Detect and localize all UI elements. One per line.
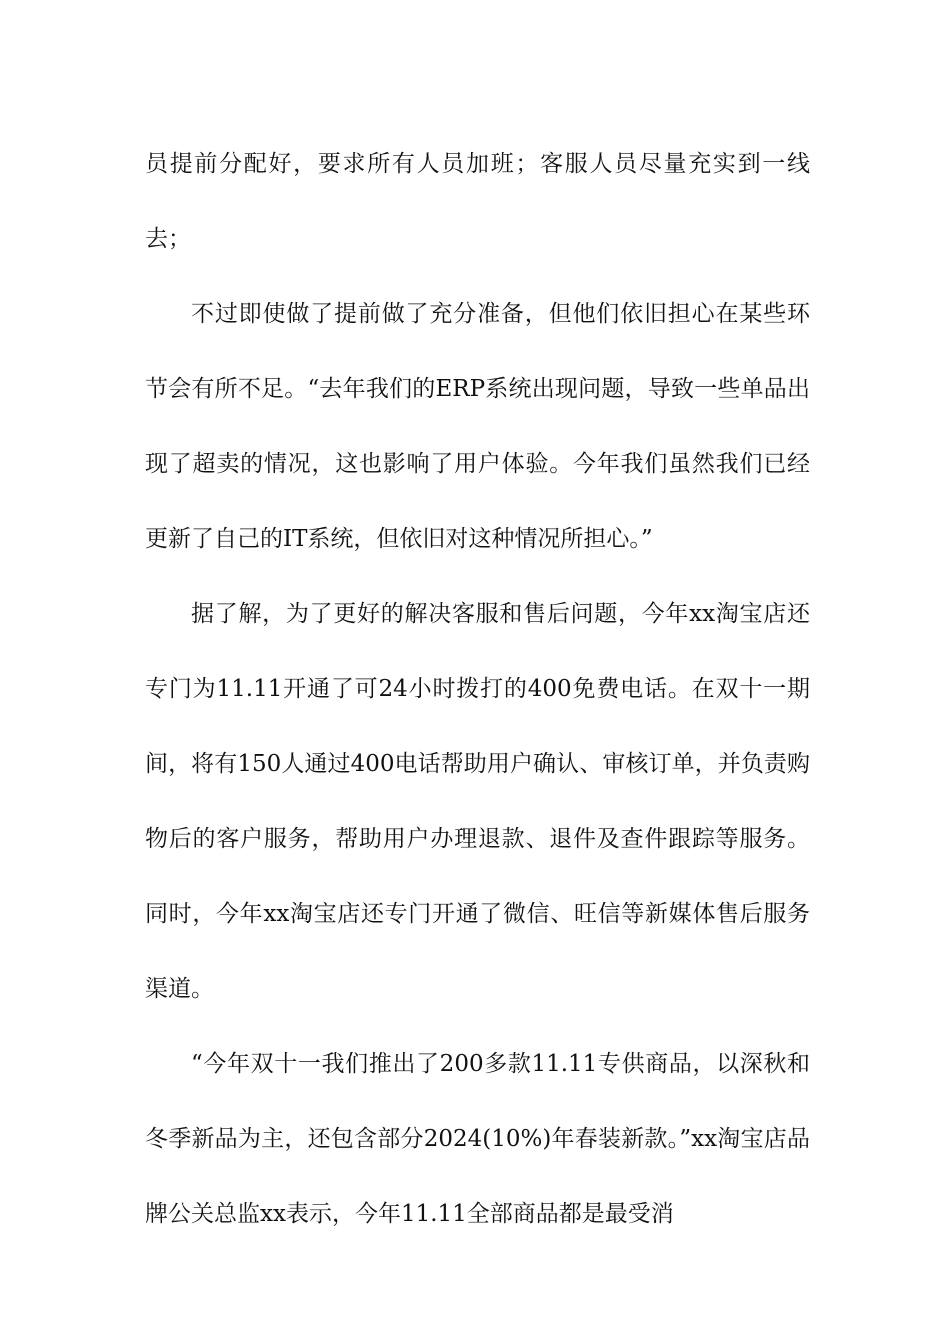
paragraph-4: “今年双十一我们推出了200多款11.11专供商品，以深秋和冬季新品为主，还包含部分2024(10%)年春装新款。”xx淘宝店品牌公关总监xx表示，今年11.11全部商品都是最受消 bbox=[145, 1051, 810, 1227]
paragraph-3: 据了解，为了更好的解决客服和售后问题，今年xx淘宝店还专门为11.11开通了可24小时拨打的400免费电话。在双十一期间，将有150人通过400电话帮助用户确认、审核订单，并负责购物后的客户服务，帮助用户办理退款、退件及查件跟踪等服务。同时，今年xx淘宝店还专门开通了微信、旺信等新媒体售后服务渠道。 bbox=[145, 601, 810, 1002]
paragraph-1: 员提前分配好，要求所有人员加班；客服人员尽量充实到一线去； bbox=[145, 151, 810, 252]
paragraph-2: 不过即使做了提前做了充分准备，但他们依旧担心在某些环节会有所不足。“去年我们的ERP系统出现问题，导致一些单品出现了超卖的情况，这也影响了用户体验。今年我们虽然我们已经更新了自己的IT系统，但依旧对这种情况所担心。” bbox=[145, 301, 810, 552]
body-text bbox=[145, 127, 810, 1252]
